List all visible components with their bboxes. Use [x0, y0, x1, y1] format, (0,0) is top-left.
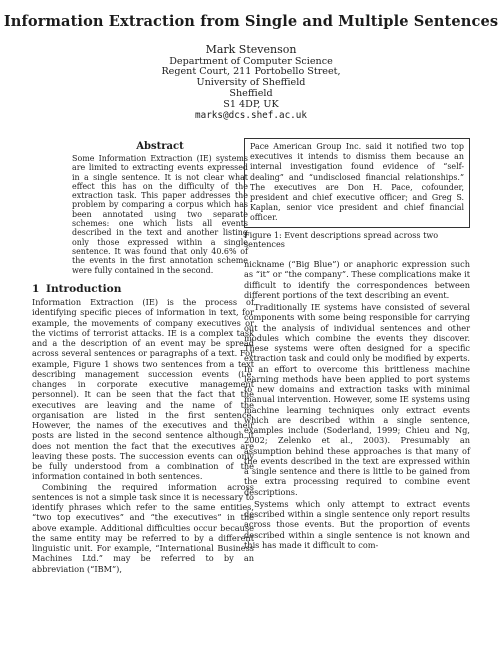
- abstract-text: Some Information Extraction (IE) systems are limited to extracting events expressed in a single sentence. It is not clear what effect this has on the difficulty of the extraction task. This paper addresses the problem by comparing a corpus which has been annotated using two separate schemes: one which lists all events described in the text and another listing only those expressed within a single sentence. It was found that only 40.6% of the events in the first annotation scheme were fully contained in the second.: [72, 154, 248, 275]
- abstract: [72, 141, 248, 275]
- affiliation-line: Department of Computer Science: [169, 55, 333, 67]
- paper-title: Information Extraction from Single and Multiple Sentences: [3, 13, 499, 30]
- affiliation-line: S1 4DP, UK: [223, 99, 279, 111]
- section-number: 1: [32, 283, 40, 295]
- author-email: marks@dcs.shef.ac.uk: [195, 110, 307, 122]
- affiliation-line: Sheffield: [229, 88, 273, 100]
- paragraph: Systems which only attempt to extract events described within a single sentence only report results across those events. But the proportion of events described within a single sentence is not known and this has made it difficult to com-: [244, 498, 470, 550]
- figure-caption: Figure 1: Event descriptions spread across two sentences: [244, 229, 439, 250]
- section-heading: [32, 283, 254, 295]
- paragraph: Combining the required information across sentences is not a simple task since it is necessary to identify phrases which refer to the same entities, “two top executives” and “the executives” in the above example. Additional difficulties occur because the same entity may be referred to by a different linguistic unit. For example, “International Business Machines Ltd.” may be referred to by an abbreviation (“IBM”),: [32, 481, 254, 574]
- paragraph: nickname (“Big Blue”) or anaphoric expression such as “it” or “the company”. These complications make it difficult to identify the correspondences between different portions of the text describing an event.: [244, 259, 470, 300]
- introduction-section: [32, 283, 254, 574]
- right-column-text: [244, 259, 470, 552]
- author-block: [0, 44, 502, 122]
- figure-box-text: Pace American Group Inc. said it notified two top executives it intends to dismiss them because an internal investigation found evidence of “self-dealing” and “undisclosed financial relationships.” The executives are Don H. Pace, cofounder, president and chief executive officer; and Greg S. Kaplan, senior vice president and chief financial officer.: [244, 138, 470, 228]
- affiliation-line: Regent Court, 211 Portobello Street,: [161, 66, 341, 78]
- author-name: Mark Stevenson: [205, 43, 297, 56]
- abstract-heading: Abstract: [136, 141, 184, 152]
- paragraph: Information Extraction (IE) is the process of identifying specific pieces of information in text, for example, the movements of company executives or the victims of terrorist attacks. IE is a complex task and a the description of an event may be spread across several sentences or paragraphs of a text. For example, Figure 1 shows two sentences from a text describing management succession events (i.e. changes in corporate executive management personnel). It can be seen that the fact that the executives are leaving and the name of the organisation are listed in the first sentence. However, the names of the executives and their posts are listed in the second sentence although it does not mention the fact that the executives are leaving these posts. The succession events can only be fully understood from a combination of the information contained in both sentences.: [32, 297, 254, 482]
- affiliation-line: University of Sheffield: [196, 77, 306, 89]
- section-title: Introduction: [46, 283, 122, 295]
- figure-1: [244, 138, 470, 250]
- paragraph: Traditionally IE systems have consisted of several components with some being responsible for carrying out the analysis of individual sentences and other modules which combine the events they discover. These systems were often designed for a specific extraction task and could only be modified by experts. In an effort to overcome this brittleness machine learning methods have been applied to port systems to new domains and extraction tasks with minimal manual intervention. However, some IE systems using machine learning techniques only extract events which are described within a single sentence, examples include (Soderland, 1999; Chieu and Ng, 2002; Zelenko et al., 2003). Presumably an assumption behind these approaches is that many of the events described in the text are expressed within a single sentence and there is little to be gained from the extra processing required to combine event descriptions.: [244, 302, 470, 497]
